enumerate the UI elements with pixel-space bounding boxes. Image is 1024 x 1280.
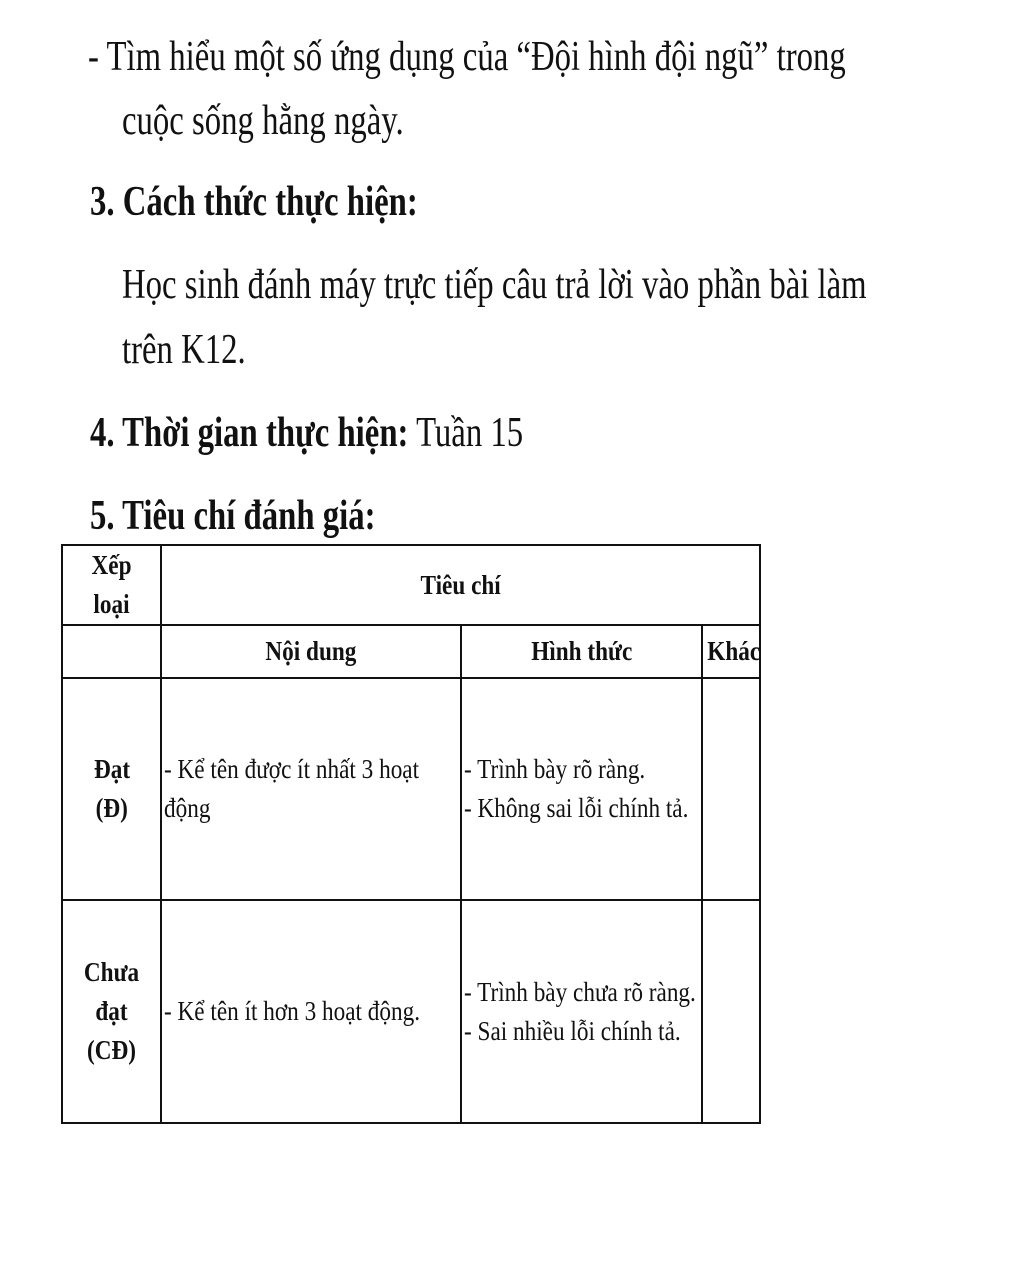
section-4 [90, 412, 523, 454]
form-chua-dat: - Trình bày chưa rõ ràng. - Sai nhiều lỗi chính tả. [461, 900, 702, 1123]
bullet-line-2: cuộc sống hằng ngày. [122, 98, 404, 144]
header-tieu-chi: Tiêu chí [161, 545, 760, 625]
section-5-heading: 5. Tiêu chí đánh giá: [90, 493, 376, 539]
section-3-line-1: Học sinh đánh máy trực tiếp câu trả lời vào phần bài làm [122, 262, 867, 308]
subheader-khac: Khác [702, 625, 760, 678]
other-dat [702, 678, 760, 900]
table-row [62, 900, 760, 1123]
section-3-heading: 3. Cách thức thực hiện: [90, 179, 418, 225]
form-dat: - Trình bày rõ ràng. - Không sai lỗi chính tả. [461, 678, 702, 900]
subheader-empty [62, 625, 161, 678]
header-xep-loai: Xếp loại [62, 545, 161, 625]
section-4-value: Tuần 15 [416, 410, 524, 456]
section-3-line-2: trên K12. [122, 327, 246, 373]
grade-chua-dat: Chưa đạt (CĐ) [62, 900, 161, 1123]
grade-dat: Đạt (Đ) [62, 678, 161, 900]
other-chua-dat [702, 900, 760, 1123]
table-subheader-row [62, 625, 760, 678]
subheader-hinh-thuc: Hình thức [461, 625, 702, 678]
section-4-heading: 4. Thời gian thực hiện: [90, 410, 409, 456]
content-dat: - Kể tên được ít nhất 3 hoạt động [161, 678, 461, 900]
criteria-table [61, 544, 761, 1124]
content-chua-dat: - Kể tên ít hơn 3 hoạt động. [161, 900, 461, 1123]
bullet-line-1: - Tìm hiểu một số ứng dụng của “Đội hình đội ngũ” trong [88, 34, 846, 80]
table-header-row [62, 545, 760, 625]
table-row [62, 678, 760, 900]
subheader-noi-dung: Nội dung [161, 625, 461, 678]
